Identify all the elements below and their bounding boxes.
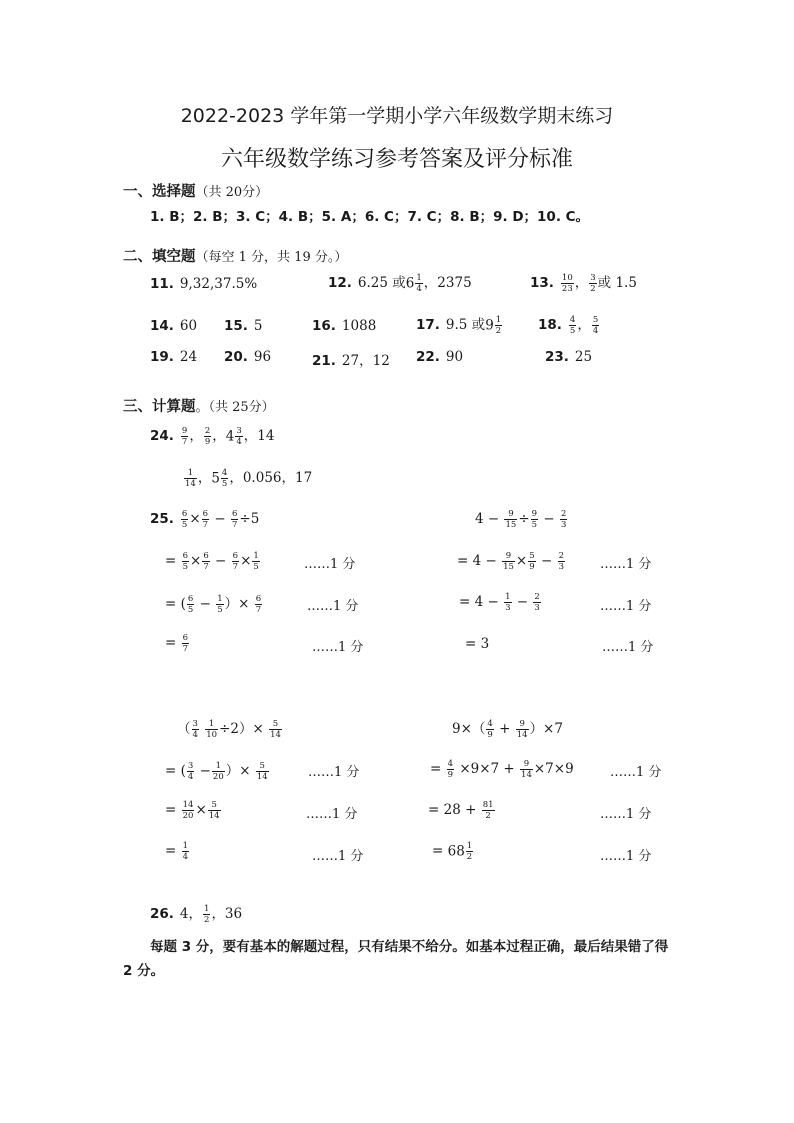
q25d0-f2n: 9 [516,719,529,730]
q25b0-f1d: 15 [505,520,517,530]
q25d0-op1: + [494,721,515,737]
q12-mixed-number [406,273,424,294]
q25a2-f1n: 6 [187,594,194,604]
q25b3-score: ……1 分 [602,640,654,655]
q15-number: 15. [224,318,248,334]
q25d-line0 [452,717,563,740]
q25d1-f1d: 9 [447,770,454,780]
q24-tail: ，14 [243,428,275,444]
q25a1-f2d: 7 [203,562,209,572]
q12-frac-den: 4 [416,284,422,294]
q25d2-f1d: 2 [485,811,491,821]
q25d0-f1d: 9 [487,730,493,740]
q26-number: 26. [150,906,174,922]
q25d0-f2d: 14 [516,730,528,740]
answer-q24-line1 [150,424,274,447]
q25c2-f2d: 14 [208,811,220,821]
answer-q15 [224,318,263,334]
q25c3-f1n: 1 [182,841,189,851]
q25d0-pre: 9×（ [452,721,486,737]
q25a3-score: ……1 分 [312,640,364,655]
q25b0-pre: 4 − [475,511,504,527]
q25a1-f1n: 6 [182,551,189,561]
q25a0-f2d: 7 [202,520,209,530]
q25b2-f1n: 1 [505,592,511,602]
q24b-tail: ，0.056，17 [229,470,313,486]
q25a2-f3d: 7 [255,605,262,615]
q25-number: 25. [150,511,174,527]
section-choice-note: （共 20分） [195,185,269,200]
q21-number: 21. [312,353,336,369]
q25d0-op2: ）×7 [529,721,563,737]
q25b2-f1d: 3 [505,603,511,613]
q25a1-eq: = [165,553,181,569]
q25c-line2 [165,800,222,821]
answer-q21 [312,349,390,369]
q13-number: 13. [530,275,554,291]
q24b-f2-den: 5 [221,479,228,489]
q25c-line1 [165,759,270,782]
q23-value: 25 [574,349,593,365]
q25c0-f2n: 1 [205,719,218,730]
q25c1-op2: ）× [225,763,255,779]
q25b2-score: ……1 分 [600,599,652,614]
q22-value: 90 [445,349,464,365]
q17-whole: 9 [485,317,494,334]
q25a-line3 [165,633,190,654]
q19-value: 24 [179,349,198,365]
answer-q26 [150,902,242,925]
q25a1-op1: × [190,553,202,569]
q24-f2-den: 9 [204,437,211,447]
q25d-line2 [428,800,496,821]
q13-frac1-den: 23 [561,284,573,294]
q25b1-f3n: 2 [558,551,564,561]
q25c1-f3n: 5 [256,761,269,772]
q26-value-a: 4， [179,906,203,922]
q25c1-eq: = ( [165,763,186,779]
q25b-line1 [457,551,566,572]
q25d3-fn: 1 [466,841,473,851]
q25a0-f2n: 6 [202,509,209,519]
q25d1-op2: ×7×9 [533,761,574,777]
q12-number: 12. [328,275,352,291]
q25a3-f1d: 7 [182,644,189,654]
q25a2-f1d: 5 [187,605,194,615]
q25c1-f1n: 3 [187,761,194,771]
q16-number: 16. [312,318,336,334]
q24-f3-den: 4 [236,437,242,447]
q25d3-mixed-number [448,841,475,862]
q25a1-f3d: 7 [232,562,239,572]
q25a1-f4n: 1 [253,551,259,561]
answer-q14 [150,318,197,334]
q25b1-op1: × [515,553,528,569]
q22-number: 22. [416,349,440,365]
document-subtitle: 六年级数学练习参考答案及评分标准 [220,147,573,172]
q25c2-f1d: 20 [182,811,194,821]
q25c-line3 [165,841,190,862]
q25a1-op2: − [210,553,231,569]
q25a1-f3n: 6 [232,551,239,561]
q25c1-score: ……1 分 [308,765,360,780]
q21-value: 27，12 [341,353,390,369]
scoring-note: 每题 3 分，要有基本的解题过程，只有结果不给分。如基本过程正确，最后结果错了得 2 分。 [123,939,669,979]
q25d0-f1n: 4 [487,719,493,729]
q24b-f2-num: 4 [221,468,228,478]
q25a-line0 [150,509,259,530]
q25d1-f2n: 9 [520,759,533,770]
answer-q23 [545,349,592,365]
answer-q12 [328,271,472,294]
q25c1-f2d: 20 [212,772,224,782]
q24b-f1-den: 14 [185,479,196,489]
q24-mixed-number [226,426,244,447]
q24-f2-num: 2 [204,426,211,436]
q25b1-f3d: 3 [558,562,564,572]
q25a-line2 [165,592,263,615]
q13-sep: ， [574,275,589,291]
q25a2-f2n: 1 [217,594,223,604]
section-calc-note: 。（共 25分） [195,400,275,415]
q25c2-eq: = [165,802,181,818]
q25b1-eq: = 4 − [457,553,502,569]
q25b-line3: = 3 [465,636,490,652]
q25a1-f1d: 5 [182,562,189,572]
answer-q20 [224,349,271,365]
q25d1-op1: ×9×7 + [455,761,520,777]
q25b0-op1: ÷ [518,511,530,527]
section-calc-title: 三、计算题 [123,399,196,415]
q25b2-eq: = 4 − [459,594,504,610]
q25d1-score: ……1 分 [610,765,662,780]
q25b1-score: ……1 分 [600,557,652,572]
q25a2-op1: − [195,596,216,612]
q18-frac1-num: 4 [569,315,576,325]
q25b1-f1d: 15 [503,562,514,572]
answer-q16 [312,318,376,334]
answer-q24-line2 [183,466,312,489]
q25c2-f1n: 14 [182,800,194,810]
q25b1-f2d: 9 [529,562,535,572]
q18-frac1-den: 5 [569,326,576,336]
q24-sep1: ， [189,428,203,444]
q25a0-f1d: 5 [181,520,188,530]
q13-frac1-num: 10 [561,273,573,283]
q18-frac2-num: 5 [592,315,599,325]
section-fill-note: （每空 1 分，共 19 分。） [195,250,348,265]
q25d2-score: ……1 分 [600,807,652,822]
q25c1-f3d: 14 [256,772,268,782]
q12-value-b: ，2375 [423,275,472,291]
answer-q18 [538,313,600,336]
q25c0-op2: ÷2）× [219,721,269,737]
q11-value: 9,32,37.5% [179,276,258,292]
q25b2-op1: − [512,594,533,610]
q25c-line0 [177,717,283,740]
q25c2-f2n: 5 [208,800,221,811]
q17-frac-den: 2 [495,326,502,336]
q12-whole: 6 [405,275,415,292]
q25a-line1 [165,551,261,572]
q25a2-score: ……1 分 [307,599,359,614]
q25a0-op3: ÷5 [239,511,260,527]
q13-frac2-num: 3 [590,273,596,283]
q25b2-f2n: 2 [534,592,540,602]
q24-f1-num: 9 [181,426,188,436]
section-fill-title: 二、填空题 [123,249,196,265]
q24-f1-den: 7 [181,437,188,447]
q25d3-whole: 68 [447,843,465,860]
answer-q11 [150,276,257,292]
q25d-line1 [430,759,574,780]
q25c3-score: ……1 分 [312,849,364,864]
q24-whole: 4 [225,428,235,445]
q25c0-f1n: 3 [192,719,198,729]
q25b0-f2d: 5 [531,520,538,530]
q25b0-op2: − [539,511,559,527]
q26-frac-den: 2 [204,915,210,925]
q15-value: 5 [253,318,263,334]
q24-number: 24. [150,428,174,444]
q14-value: 60 [179,318,198,334]
answer-q19 [150,349,197,365]
q25c1-f2n: 1 [212,761,225,772]
q25a2-op2: ）× [224,596,254,612]
q25a0-f1n: 6 [181,509,188,519]
document-title: 2022-2023 学年第一学期小学六年级数学期末练习 [180,105,614,127]
q18-sep: ， [577,317,591,333]
q25d1-eq: = [430,761,446,777]
q25c0-pre: （ [177,721,191,737]
q20-number: 20. [224,349,248,365]
q25c3-eq: = [165,843,181,859]
q25a2-f2d: 5 [217,605,223,615]
q25c1-op1: − [195,763,211,779]
q17-value-a: 9.5 或 [445,317,486,333]
q25c0-f3d: 14 [270,730,281,740]
q12-frac-num: 1 [416,273,422,283]
q25a1-f2n: 6 [203,551,209,561]
q25c2-score: ……1 分 [306,807,358,822]
q25c0-f2d: 10 [206,730,218,740]
q25d2-f1n: 81 [482,800,494,810]
q11-number: 11. [150,276,174,292]
q25b1-f1n: 9 [502,551,515,562]
q25a1-op3: × [240,553,252,569]
q24b-sep: ， [197,470,212,486]
q25a3-f1n: 6 [182,633,189,643]
q25c2-op1: × [195,802,207,818]
q25a2-f3n: 6 [255,594,262,604]
q25a1-f4d: 5 [253,562,259,572]
q23-number: 23. [545,349,569,365]
q25b0-f2n: 9 [531,509,538,519]
q25a0-f3n: 6 [231,509,238,519]
section-choice-heading [123,180,268,201]
q25a0-op2: − [210,511,230,527]
q25b1-f2n: 5 [529,551,535,561]
q25a0-op1: × [189,511,201,527]
section-calc-heading [123,395,275,416]
q25d1-f2d: 14 [521,770,532,780]
q24b-mixed-number [211,468,229,489]
q13-frac2-den: 2 [590,284,596,294]
q25b-line2 [459,592,542,613]
q25b2-f2d: 3 [534,603,540,613]
q26-value-b: ，36 [211,906,243,922]
q25b-line0 [475,509,568,530]
q25a3-eq: = [165,635,181,651]
q16-value: 1088 [341,318,377,334]
choice-answers: 1. B；2. B；3. C；4. B；5. A；6. C；7. C；8. B；9. D；10. C。 [150,209,590,225]
q25b1-op2: − [536,553,557,569]
answer-q22 [416,349,463,365]
q17-mixed-number [485,315,503,336]
q25d2-eq: = 28 + [428,802,481,818]
q12-value-a: 6.25 或 [357,275,406,291]
answer-q17 [416,313,503,336]
q25d3-eq: = [432,843,448,859]
q17-frac-num: 1 [495,315,502,325]
q25c1-f1d: 4 [187,772,194,782]
q17-number: 17. [416,317,440,333]
q19-number: 19. [150,349,174,365]
q25c0-f3n: 5 [269,719,282,730]
q24-f3-num: 3 [236,426,242,436]
q24b-f1-num: 1 [184,468,197,479]
q18-number: 18. [538,317,562,333]
q25a0-f3d: 7 [231,520,238,530]
q25b0-f1n: 9 [504,509,517,520]
q20-value: 96 [253,349,272,365]
q24b-whole: 5 [211,470,220,487]
q14-number: 14. [150,318,174,334]
q25c0-op1 [200,721,204,737]
section-choice-title: 一、选择题 [123,184,196,200]
q13-value-b: 或 1.5 [597,275,637,291]
section-fill-heading [123,245,347,266]
q25a1-score: ……1 分 [304,557,356,572]
q25b0-f3n: 2 [560,509,567,519]
answer-q13 [530,271,637,294]
q25d3-fd: 2 [466,852,473,862]
q25d3-score: ……1 分 [600,849,652,864]
q26-frac-num: 1 [204,904,210,914]
q25a2-eq: = ( [165,596,186,612]
q24-sep2: ， [212,428,226,444]
q25d-line3 [432,841,474,862]
q25b0-f3d: 3 [560,520,567,530]
q18-frac2-den: 4 [592,326,599,336]
q25c3-f1d: 4 [182,852,189,862]
q25c0-f1d: 4 [192,730,198,740]
q25d1-f1n: 4 [447,759,454,769]
